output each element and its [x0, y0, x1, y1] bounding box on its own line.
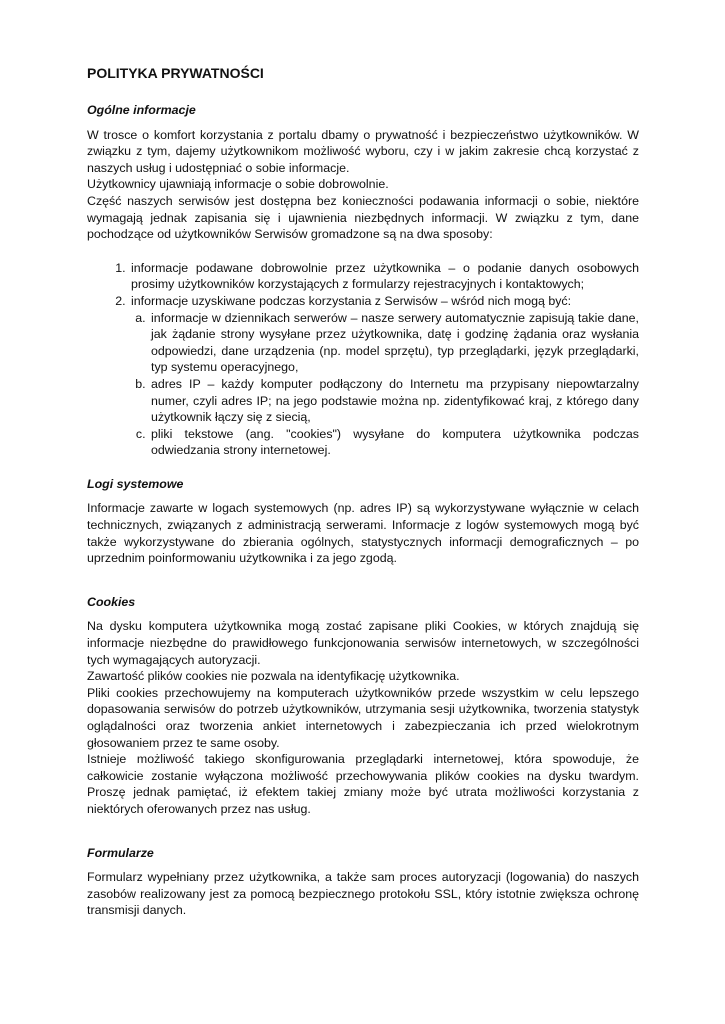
section-forms [87, 845, 639, 919]
sublist-item-text: adres IP – każdy komputer podłączony do Internetu ma przypisany niepowtarzalny numer, czyli adres IP; na jego podstawie można np. zidentyfikować kraj, z którego dany użytkownik łączy się z siecią, [151, 376, 639, 425]
paragraph: Informacje zawarte w logach systemowych (np. adres IP) są wykorzystywane wyłącznie w celach technicznych, związanych z administracją serwerami. Informacje z logów systemowych mogą być także wykorzystywane do zbierania ogólnych, statystycznych informacji demograficznych – po uprzednim poinformowaniu użytkownika i za jego zgodą. [87, 501, 639, 566]
sublist-item [149, 310, 639, 376]
document-title: POLITYKA PRYWATNOŚCI [87, 65, 264, 81]
document-page [87, 64, 639, 936]
list-item-text: informacje uzyskiwane podczas korzystania z Serwisów – wśród nich mogą być: [131, 293, 572, 308]
paragraph: Istnieje możliwość takiego skonfigurowania przeglądarki internetowej, która spowoduje, że całkowicie zostanie wyłączona możliwość przechowywania plików cookies na dysku twardym. Proszę jednak pamiętać, iż efektem takiej zmiany może być utrata możliwości korzystania z niektórych oferowanych przez nas usług. [87, 752, 639, 816]
paragraph: Część naszych serwisów jest dostępna bez konieczności podawania informacji o sobie, niektóre wymagają jednak zapisania się i ujawnienia niezbędnych informacji. W związku z tym, dane pochodzące od użytkowników Serwisów gromadzone są na dwa sposoby: [87, 193, 639, 242]
section-cookies [87, 594, 639, 818]
section-general [87, 102, 639, 459]
sublist-item-text: informacje w dziennikach serwerów – nasze serwery automatycznie zapisują takie dane, jak żądanie strony wysyłane przez użytkownika, datę i godzinę żądania oraz wysłania odpowiedzi, dane urządzenia (np. model sprzętu), typ przeglądarki, język przeglądarki, typ systemu operacyjnego, [151, 310, 639, 375]
lettered-list [131, 310, 639, 459]
list-item [129, 260, 639, 293]
list-item [129, 293, 639, 459]
spacer [87, 243, 639, 260]
paragraph: Na dysku komputera użytkownika mogą zostać zapisane pliki Cookies, w których znajdują się informacje niezbędne do prawidłowego funkcjonowania serwisów internetowych, w szczególności tych wymagających autoryzacji. [87, 619, 639, 667]
paragraph: Zawartość plików cookies nie pozwala na identyfikację użytkownika. [87, 669, 460, 684]
paragraph: Użytkownicy ujawniają informacje o sobie dobrowolnie. [87, 177, 389, 192]
section-heading-forms: Formularze [87, 845, 154, 860]
section-heading-cookies: Cookies [87, 594, 136, 609]
sublist-item-text: pliki tekstowe (ang. "cookies") wysyłane do komputera użytkownika podczas odwiedzania strony internetowej. [151, 426, 639, 458]
sublist-item [149, 376, 639, 426]
paragraph: W trosce o komfort korzystania z portalu dbamy o prywatność i bezpieczeństwo użytkowników. W związku z tym, dajemy użytkownikom możliwość wyboru, czy i w jakim zakresie chcą korzystać z naszych usług i udostępniać o sobie informacje. [87, 127, 639, 175]
section-heading-general: Ogólne informacje [87, 103, 196, 117]
paragraph: Formularz wypełniany przez użytkownika, a także sam proces autoryzacji (logowania) do naszych zasobów realizowany jest za pomocą bezpiecznego protokołu SSL, który istotnie zwiększa ochronę transmisji danych. [87, 870, 639, 918]
section-logs [87, 476, 639, 567]
numbered-list [87, 260, 639, 459]
sublist-item [149, 426, 639, 459]
list-item-text: informacje podawane dobrowolnie przez użytkownika – o podanie danych osobowych prosimy użytkowników korzystających z formularzy rejestracyjnych i kontaktowych; [131, 260, 639, 292]
section-heading-logs: Logi systemowe [87, 476, 184, 491]
paragraph: Pliki cookies przechowujemy na komputerach użytkowników przede wszystkim w celu lepszego dopasowania serwisów do potrzeb użytkowników, utrzymania sesji użytkownika, tworzenia statystyk oglądalności oraz tworzenia ankiet internetowych i zabezpieczania ich przed wielokrotnym głosowaniem przez te same osoby. [87, 685, 639, 750]
